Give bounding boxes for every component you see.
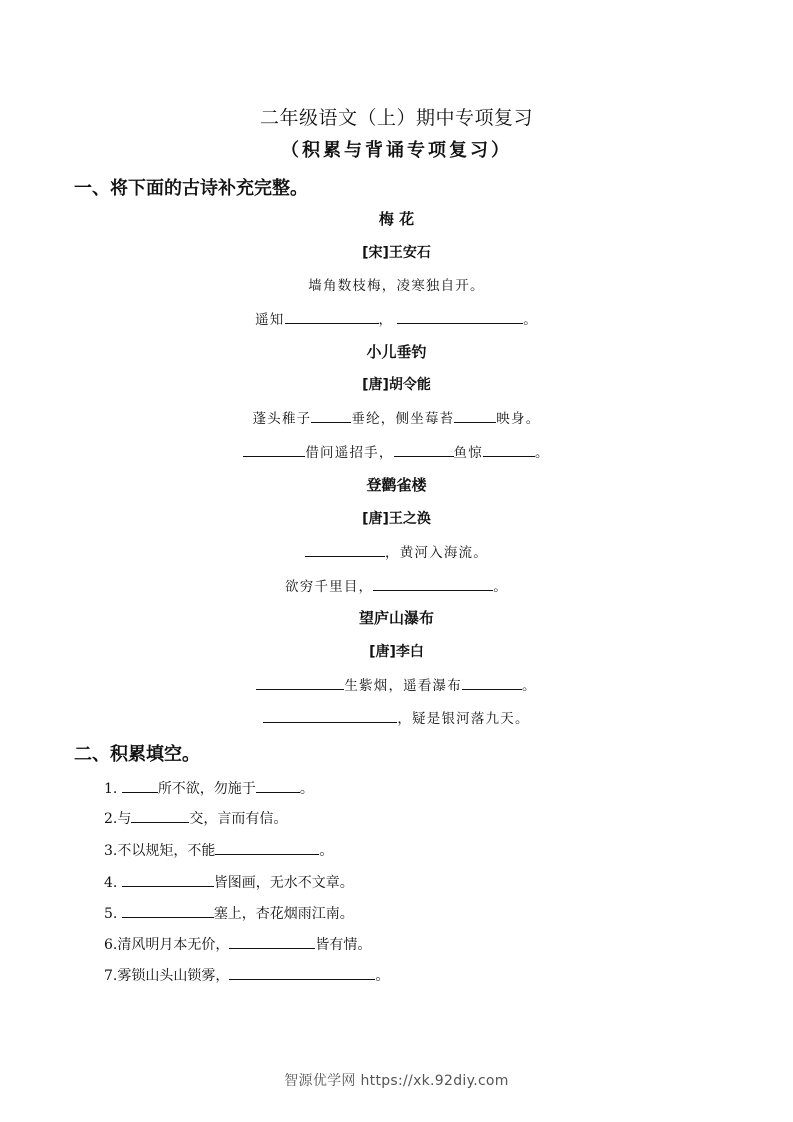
fill-blank[interactable] (311, 409, 351, 423)
fill-blank[interactable] (215, 841, 319, 855)
poem-line (0, 541, 793, 561)
item-number: 4. (104, 875, 118, 891)
item-text: 皆图画，无水不文章。 (213, 875, 354, 891)
item-text: 交，言而有信。 (189, 811, 288, 827)
poem-text: 。 (521, 678, 537, 694)
item-number: 6. (104, 937, 118, 953)
list-item (104, 872, 354, 892)
list-item (104, 840, 333, 860)
section-heading-1: 一、将下面的古诗补充完整。 (74, 178, 308, 199)
poem-title: 登鹳雀楼 (366, 476, 427, 494)
fill-blank[interactable] (122, 904, 214, 918)
poem-line (0, 407, 793, 427)
item-text: 所不欲，勿施于 (157, 781, 256, 797)
item-text: 塞上，杏花烟雨江南。 (213, 906, 354, 922)
poem-line (0, 441, 793, 461)
item-number: 2. (104, 811, 118, 827)
fill-blank[interactable] (483, 443, 535, 457)
poem-text: 生紫烟，遥看瀑布 (344, 678, 462, 694)
poem-text: ， (378, 312, 394, 328)
item-text: 。 (299, 781, 314, 797)
item-number: 7. (104, 968, 118, 984)
fill-blank[interactable] (243, 443, 305, 457)
fill-blank[interactable] (305, 543, 385, 557)
poem-author: [唐]王之涣 (362, 511, 431, 527)
poem-author: [宋]王安石 (362, 245, 431, 261)
footer-watermark: 智源优学网 https://xk.92diy.com (284, 1073, 509, 1089)
fill-blank[interactable] (122, 873, 214, 887)
poem-title: 望庐山瀑布 (358, 609, 434, 627)
list-item (104, 808, 287, 828)
fill-blank[interactable] (285, 310, 379, 324)
poem-line (0, 575, 793, 595)
fill-blank[interactable] (263, 709, 397, 723)
fill-blank[interactable] (454, 409, 496, 423)
list-item (104, 965, 389, 985)
poem-text: 。 (523, 312, 538, 328)
item-number: 1. (104, 781, 118, 797)
poem-text: 借问遥招手， (305, 445, 394, 461)
fill-blank[interactable] (256, 779, 300, 793)
item-number: 3. (104, 843, 118, 859)
page-title: 二年级语文（上）期中专项复习 (259, 107, 533, 129)
fill-blank[interactable] (394, 443, 454, 457)
item-text: 。 (375, 968, 390, 984)
poem-text: 遥知 (255, 312, 285, 328)
fill-blank[interactable] (462, 676, 522, 690)
fill-blank[interactable] (397, 310, 523, 324)
poem-text: ，疑是银河落九天。 (397, 711, 530, 727)
poem-text: 鱼惊 (453, 445, 483, 461)
poem-text: 欲穷千里目， (285, 579, 374, 595)
fill-blank[interactable] (122, 779, 158, 793)
poem-line (0, 707, 793, 727)
poem-line (0, 674, 793, 694)
list-item (104, 934, 371, 954)
fill-blank[interactable] (373, 577, 493, 591)
poem-author: [唐]胡令能 (362, 377, 431, 393)
fill-blank[interactable] (229, 966, 375, 980)
poem-text: 蓬头稚子 (252, 411, 312, 427)
fill-blank[interactable] (229, 935, 315, 949)
poem-text: ，黄河入海流。 (385, 545, 488, 561)
item-text: 皆有情。 (315, 937, 372, 953)
poem-text: 。 (534, 445, 550, 461)
section-heading-2: 二、积累填空。 (74, 744, 200, 765)
poem-title: 小儿垂钓 (366, 343, 427, 361)
poem-author: [唐]李白 (369, 644, 424, 660)
poem-line: 墙角数枝梅，凌寒独自开。 (308, 278, 485, 294)
item-text: 雾锁山头山锁雾， (117, 968, 230, 984)
item-number: 5. (104, 906, 118, 922)
item-text: 。 (319, 843, 334, 859)
poem-text: 垂纶，侧坐莓苔 (351, 411, 455, 427)
page-subtitle: （积累与背诵专项复习） (281, 140, 512, 161)
poem-text: 。 (493, 579, 508, 595)
list-item (104, 903, 354, 923)
poem-title: 梅 花 (378, 210, 415, 228)
fill-blank[interactable] (256, 676, 344, 690)
list-item (104, 778, 314, 798)
item-text: 不以规矩，不能 (117, 843, 216, 859)
item-text: 清风明月本无价， (117, 937, 230, 953)
fill-blank[interactable] (131, 809, 189, 823)
poem-line (0, 308, 793, 328)
poem-text: 映身。 (496, 411, 541, 427)
item-text: 与 (117, 811, 132, 827)
